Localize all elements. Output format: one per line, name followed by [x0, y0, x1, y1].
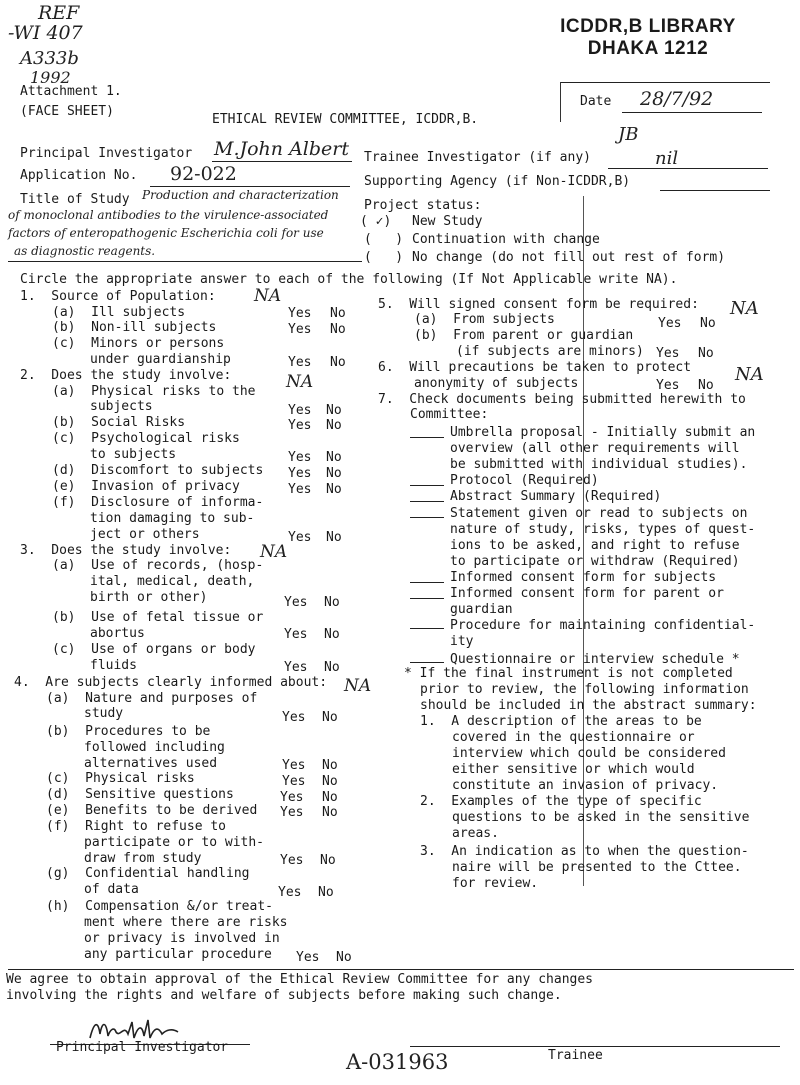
- q3a: (a) Use of records, (hosp-: [52, 558, 264, 573]
- q3c-no[interactable]: No: [324, 660, 340, 675]
- q4d-no[interactable]: No: [322, 790, 338, 805]
- q4h: (h) Compensation &/or treat-: [46, 899, 273, 914]
- q2d-yes[interactable]: Yes: [288, 466, 312, 481]
- q4a: (a) Nature and purposes of: [46, 691, 258, 706]
- trainee-sign-line: [410, 1046, 780, 1047]
- title-line1: Production and characterization: [142, 188, 339, 202]
- q2e: (e) Invasion of privacy: [52, 479, 240, 494]
- application-line: [150, 186, 350, 187]
- q5-na: NA: [730, 298, 759, 319]
- q4f3: draw from study: [84, 851, 202, 866]
- doc-consent-parent: Informed consent form for parent or: [450, 586, 724, 601]
- status-cont: Continuation with change: [412, 232, 600, 247]
- q7b: Committee:: [410, 407, 489, 422]
- note-2b: questions to be asked in the sensitive: [452, 810, 750, 825]
- ref-note: -WI 407: [8, 22, 83, 44]
- doc-statement-2: nature of study, risks, types of quest-: [450, 522, 756, 537]
- q1a: (a) Ill subjects: [52, 305, 186, 320]
- q4c-no[interactable]: No: [322, 774, 338, 789]
- q4f-yes[interactable]: Yes: [280, 853, 304, 868]
- q1a-yes[interactable]: Yes: [288, 306, 312, 321]
- q1c2: under guardianship: [90, 352, 231, 367]
- q1c-yes[interactable]: Yes: [288, 355, 312, 370]
- q2a-yes[interactable]: Yes: [288, 403, 312, 418]
- q2d: (d) Discomfort to subjects: [52, 463, 264, 478]
- note-1d: either sensitive or which would: [452, 762, 695, 777]
- status-new-mark: ( ✓): [360, 214, 392, 229]
- q4g: (g) Confidential handling: [46, 866, 250, 881]
- q6-na: NA: [735, 364, 764, 385]
- doc-confidentiality-2: ity: [450, 634, 474, 649]
- ref-note: REF: [38, 2, 80, 24]
- check-consent-subjects[interactable]: [410, 582, 444, 583]
- accession-number: A-031963: [346, 1050, 449, 1074]
- q1c-no[interactable]: No: [330, 355, 346, 370]
- q4e-no[interactable]: No: [322, 805, 338, 820]
- doc-statement-3: ions to be asked, and right to refuse: [450, 538, 740, 553]
- note-1: 1. A description of the areas to be: [420, 714, 702, 729]
- attachment-label: Attachment 1.: [20, 84, 122, 99]
- q4f-no[interactable]: No: [320, 853, 336, 868]
- check-questionnaire[interactable]: [410, 662, 444, 663]
- status-new: New Study: [412, 214, 483, 229]
- doc-consent-parent-2: guardian: [450, 602, 513, 617]
- q4h-yes[interactable]: Yes: [296, 950, 320, 965]
- agency-label: Supporting Agency (if Non-ICDDR,B): [364, 174, 631, 189]
- q2f2: tion damaging to sub-: [90, 511, 255, 526]
- q5b-yes[interactable]: Yes: [656, 346, 680, 361]
- title-line3: factors of enteropathogenic Escherichia coli for use: [8, 226, 324, 240]
- date-value: 28/7/92: [640, 88, 714, 110]
- q5: 5. Will signed consent form be required:: [378, 297, 699, 312]
- q3b-yes[interactable]: Yes: [284, 627, 308, 642]
- q3a3: birth or other): [90, 590, 208, 605]
- doc-abstract: Abstract Summary (Required): [450, 489, 662, 504]
- q2a: (a) Physical risks to the: [52, 384, 256, 399]
- q4a-no[interactable]: No: [322, 710, 338, 725]
- note-intro-2: prior to review, the following information: [420, 682, 749, 697]
- agreement-rule: [8, 969, 794, 970]
- q6: 6. Will precautions be taken to protect: [378, 360, 692, 375]
- stamp-line2: DHAKA 1212: [587, 38, 709, 59]
- q6b: anonymity of subjects: [414, 376, 579, 391]
- q1b-no[interactable]: No: [330, 322, 346, 337]
- pi-value: M.John Albert: [214, 138, 349, 160]
- q3c: (c) Use of organs or body: [52, 642, 256, 657]
- q2c: (c) Psychological risks: [52, 431, 240, 446]
- agreement-line1: We agree to obtain approval of the Ethical Review Committee for any changes: [6, 972, 593, 987]
- q3-na: NA: [260, 542, 288, 562]
- trainee-sign-label: Trainee: [548, 1048, 603, 1063]
- q1a-no[interactable]: No: [330, 306, 346, 321]
- doc-umbrella-2: overview (all other requirements will: [450, 441, 740, 456]
- ref-note: A333b: [20, 48, 79, 69]
- q1-na: NA: [254, 286, 282, 306]
- q4c-yes[interactable]: Yes: [282, 774, 306, 789]
- q6-yes[interactable]: Yes: [656, 378, 680, 393]
- q2f-no[interactable]: No: [326, 530, 342, 545]
- trainee-value: nil: [655, 148, 679, 169]
- q4f: (f) Right to refuse to: [46, 819, 227, 834]
- doc-consent-subjects: Informed consent form for subjects: [450, 570, 717, 585]
- doc-confidentiality: Procedure for maintaining confidential-: [450, 618, 756, 633]
- q5b-no[interactable]: No: [698, 346, 714, 361]
- doc-umbrella: Umbrella proposal - Initially submit an: [450, 425, 756, 440]
- q4b-yes[interactable]: Yes: [282, 758, 306, 773]
- face-sheet-label: (FACE SHEET): [20, 104, 114, 119]
- check-protocol[interactable]: [410, 485, 444, 486]
- q2: 2. Does the study involve:: [20, 368, 232, 383]
- stamp-line1: ICDDR,B LIBRARY: [560, 16, 736, 37]
- q3c-yes[interactable]: Yes: [284, 660, 308, 675]
- q1b: (b) Non-ill subjects: [52, 320, 217, 335]
- q4h2: ment where there are risks: [84, 915, 288, 930]
- application-label: Application No.: [20, 168, 138, 183]
- q4d: (d) Sensitive questions: [46, 787, 234, 802]
- header-rule: [560, 82, 770, 83]
- q3: 3. Does the study involve:: [20, 543, 232, 558]
- doc-statement-4: to participate or withdraw (Required): [450, 554, 740, 569]
- check-confidentiality[interactable]: [410, 628, 444, 629]
- q4b3: alternatives used: [84, 756, 218, 771]
- title-label: Title of Study: [20, 192, 130, 207]
- title-line4: as diagnostic reagents.: [14, 244, 156, 258]
- q2f-yes[interactable]: Yes: [288, 530, 312, 545]
- q4f2: participate or to with-: [84, 835, 265, 850]
- check-statement[interactable]: [410, 517, 444, 518]
- q4a-yes[interactable]: Yes: [282, 710, 306, 725]
- q2f3: ject or others: [90, 527, 200, 542]
- title-line: [8, 261, 362, 262]
- q2d-no[interactable]: No: [326, 466, 342, 481]
- q1c: (c) Minors or persons: [52, 336, 225, 351]
- check-consent-parent[interactable]: [410, 598, 444, 599]
- q3a-no[interactable]: No: [324, 595, 340, 610]
- q4g2: of data: [84, 882, 139, 897]
- application-value: 92-022: [170, 163, 237, 185]
- library-stamp: [548, 16, 748, 60]
- q4: 4. Are subjects clearly informed about:: [14, 675, 328, 690]
- q4e: (e) Benefits to be derived: [46, 803, 258, 818]
- q5a-no[interactable]: No: [700, 316, 716, 331]
- date-line: [622, 112, 762, 113]
- instruction: Circle the appropriate answer to each of the following (If Not Applicable write NA).: [20, 272, 678, 287]
- q4h4: any particular procedure: [84, 947, 272, 962]
- q2c-no[interactable]: No: [326, 450, 342, 465]
- q4-na: NA: [344, 676, 372, 696]
- doc-umbrella-3: be submitted with individual studies).: [450, 457, 748, 472]
- status-cont-mark: ( ): [364, 232, 404, 247]
- note-3c: for review.: [452, 876, 539, 891]
- ref-note: 1992: [30, 68, 71, 87]
- date-label: Date: [580, 94, 612, 109]
- pi-sign-label: Principal Investigator: [56, 1040, 229, 1055]
- header-divider: [560, 82, 561, 122]
- q7: 7. Check documents being submitted herewith to: [378, 392, 746, 407]
- q1b-yes[interactable]: Yes: [288, 322, 312, 337]
- status-none-mark: ( ): [364, 250, 404, 265]
- q2a2: subjects: [90, 399, 153, 414]
- q4b: (b) Procedures to be: [46, 724, 211, 739]
- check-abstract[interactable]: [410, 501, 444, 502]
- q6-no[interactable]: No: [698, 378, 714, 393]
- q2e-yes[interactable]: Yes: [288, 482, 312, 497]
- q2c2: to subjects: [90, 447, 177, 462]
- q5b: (b) From parent or guardian: [414, 328, 634, 343]
- trainee-label: Trainee Investigator (if any): [364, 150, 591, 165]
- q5a: (a) From subjects: [414, 312, 555, 327]
- q4a2: study: [84, 706, 124, 721]
- note-2c: areas.: [452, 826, 499, 841]
- note-1c: interview which could be considered: [452, 746, 726, 761]
- q3a2: ital, medical, death,: [90, 574, 255, 589]
- project-status-label: Project status:: [364, 198, 482, 213]
- q2-na: NA: [286, 372, 314, 392]
- note-intro-3: should be included in the abstract summary:: [420, 698, 757, 713]
- note-3: 3. An indication as to when the question-: [420, 844, 749, 859]
- q2c-yes[interactable]: Yes: [288, 450, 312, 465]
- doc-statement: Statement given or read to subjects on: [450, 506, 748, 521]
- q4h-no[interactable]: No: [336, 950, 352, 965]
- q4b2: followed including: [84, 740, 225, 755]
- status-none: No change (do not fill out rest of form): [412, 250, 726, 265]
- note-1e: constitute an invasion of privacy.: [452, 778, 719, 793]
- note-2: 2. Examples of the type of specific: [420, 794, 702, 809]
- pi-label: Principal Investigator: [20, 146, 193, 161]
- q4g-yes[interactable]: Yes: [278, 885, 302, 900]
- q4h3: or privacy is involved in: [84, 931, 280, 946]
- trainee-line: [608, 168, 768, 169]
- q3c2: fluids: [90, 658, 137, 673]
- note-3b: naire will be presented to the Cttee.: [452, 860, 742, 875]
- doc-questionnaire: Questionnaire or interview schedule *: [450, 652, 740, 667]
- q4c: (c) Physical risks: [46, 771, 195, 786]
- pi-line: [212, 161, 352, 162]
- q3b2: abortus: [90, 626, 145, 641]
- q2f: (f) Disclosure of informa-: [52, 495, 264, 510]
- q5b2: (if subjects are minors): [456, 344, 644, 359]
- committee-title: ETHICAL REVIEW COMMITTEE, ICDDR,B.: [212, 112, 479, 127]
- q3a-yes[interactable]: Yes: [284, 595, 308, 610]
- agency-line: [660, 190, 770, 191]
- q2b: (b) Social Risks: [52, 415, 186, 430]
- note-1b: covered in the questionnaire or: [452, 730, 695, 745]
- q3b-no[interactable]: No: [324, 627, 340, 642]
- q1: 1. Source of Population:: [20, 289, 216, 304]
- q4g-no[interactable]: No: [318, 885, 334, 900]
- q4e-yes[interactable]: Yes: [280, 805, 304, 820]
- q2b-yes[interactable]: Yes: [288, 418, 312, 433]
- doc-protocol: Protocol (Required): [450, 473, 599, 488]
- title-line2: of monoclonal antibodies to the virulence-associated: [8, 208, 329, 222]
- agreement-line2: involving the rights and welfare of subjects before making such change.: [6, 988, 562, 1003]
- q5a-yes[interactable]: Yes: [658, 316, 682, 331]
- q2a-no[interactable]: No: [326, 403, 342, 418]
- q4b-no[interactable]: No: [322, 758, 338, 773]
- q2e-no[interactable]: No: [326, 482, 342, 497]
- q4d-yes[interactable]: Yes: [280, 790, 304, 805]
- q3b: (b) Use of fetal tissue or: [52, 610, 264, 625]
- initials: JB: [618, 124, 639, 145]
- note-intro: * If the final instrument is not completed: [404, 666, 733, 681]
- check-umbrella[interactable]: [410, 437, 444, 438]
- q2b-no[interactable]: No: [326, 418, 342, 433]
